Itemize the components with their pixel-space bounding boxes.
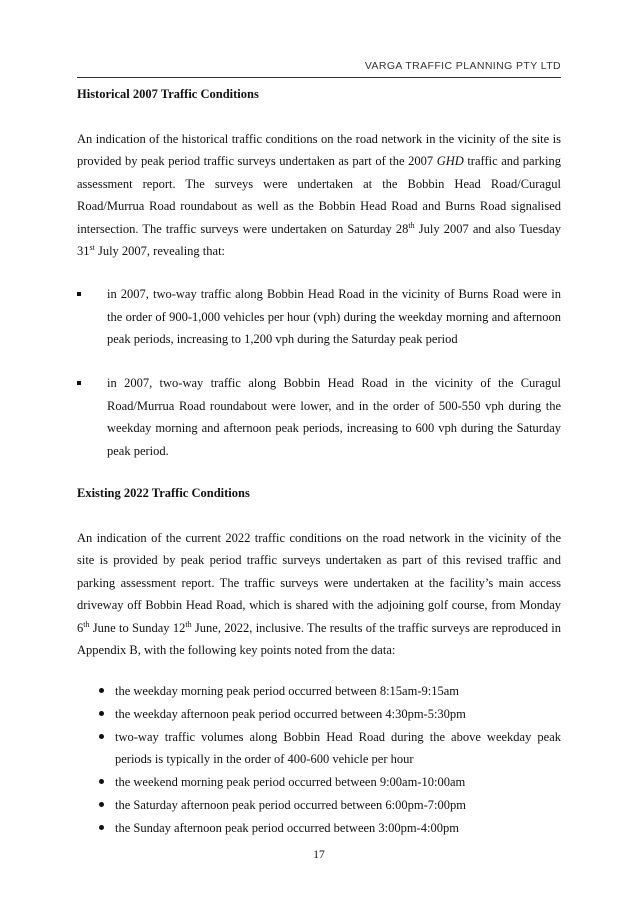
list-item-text: the weekend morning peak period occurred between 9:00am-10:00am [115, 775, 466, 790]
historical-intro-text-1: An indication of the historical traffic conditions on the road network in the vicinity of the site is provided by peak period traffic surveys undertaken as part of the 2007 [77, 132, 561, 169]
list-item [77, 794, 561, 817]
round-bullet-icon [99, 825, 104, 830]
round-bullet-icon [99, 779, 104, 784]
historical-bullet-item [77, 283, 561, 351]
list-item-text: the Sunday afternoon peak period occurred between 3:00pm-4:00pm [115, 820, 459, 835]
existing-intro-text-2: June to Sunday 12 [89, 620, 186, 635]
list-item [77, 817, 561, 840]
list-item-text: the weekday afternoon peak period occurred between 4:30pm-5:30pm [115, 706, 466, 721]
list-item-text: two-way traffic volumes along Bobbin Head Road during the above weekday peak periods is typically in the order of 400-600 vehicle per hour [115, 729, 561, 767]
list-item [77, 726, 561, 772]
square-bullet-icon [77, 292, 81, 296]
square-bullet-icon [77, 381, 81, 385]
historical-intro-text-3: July 2007 and also Tuesday 31 [77, 221, 562, 259]
existing-intro-text-1: An indication of the current 2022 traffic conditions on the road network in the vicinity of the site is provided by peak period traffic surveys undertaken as part of this revised traffic and parking assessment report. The traffic surveys were undertaken at the facility’s main access driveway off Bobbin Head Road, which is shared with the adjoining golf course, from Monday 6 [77, 531, 561, 635]
round-bullet-icon [99, 711, 104, 716]
running-header [77, 57, 561, 78]
existing-intro-sup-2: th [185, 619, 192, 629]
list-item-text: the weekday morning peak period occurred between 8:15am-9:15am [115, 684, 459, 698]
historical-bullet-text: in 2007, two-way traffic along Bobbin Head Road in the vicinity of Burns Road were in the order of 900-1,000 vehicles per hour (vph) during the weekday morning and afternoon peak periods, increasing to 1,200 vph during the Saturday peak period [107, 287, 561, 347]
section-title-historical: Historical 2007 Traffic Conditions [77, 87, 259, 101]
historical-intro-sup-1: th [408, 220, 415, 230]
round-bullet-icon [99, 688, 104, 693]
round-bullet-icon [99, 802, 104, 807]
existing-intro-paragraph [77, 527, 561, 661]
historical-intro-text-4: July 2007, revealing that: [94, 244, 226, 259]
historical-bullet-text: in 2007, two-way traffic along Bobbin Head Road in the vicinity of the Curagul Road/Murrua Road roundabout were lower, and in the order of 500-550 vph during the weekday morning and afternoon peak periods, increasing to 600 vph during the Saturday peak period. [107, 376, 561, 458]
header-company: VARGA TRAFFIC PLANNING PTY LTD [364, 60, 561, 72]
existing-intro-sup-1: th [83, 619, 90, 629]
list-item [77, 680, 561, 703]
historical-intro-italic: GHD [436, 154, 464, 169]
round-bullet-icon [99, 734, 104, 739]
existing-intro-text-3: June, 2022, inclusive. The results of the traffic surveys are reproduced in Appendix B, with the following key points noted from the data: [77, 620, 561, 658]
page-number: 17 [313, 849, 325, 861]
section-title-existing: Existing 2022 Traffic Conditions [77, 486, 250, 500]
historical-intro-paragraph [77, 128, 561, 262]
list-item [77, 703, 561, 726]
list-item-text: the Saturday afternoon peak period occurred between 6:00pm-7:00pm [115, 797, 466, 812]
existing-key-points-list [77, 680, 561, 840]
historical-bullet-item [77, 372, 561, 462]
list-item [77, 771, 561, 794]
historical-intro-text-2: traffic and parking assessment report. The surveys were undertaken at the Bobbin Head Road/Curagul Road/Murrua Road roundabout as well as the Bobbin Head Road and Burns Road signalised intersection. The traffic surveys were undertaken on Saturday 28 [77, 154, 561, 236]
historical-intro-sup-2: st [89, 242, 95, 252]
